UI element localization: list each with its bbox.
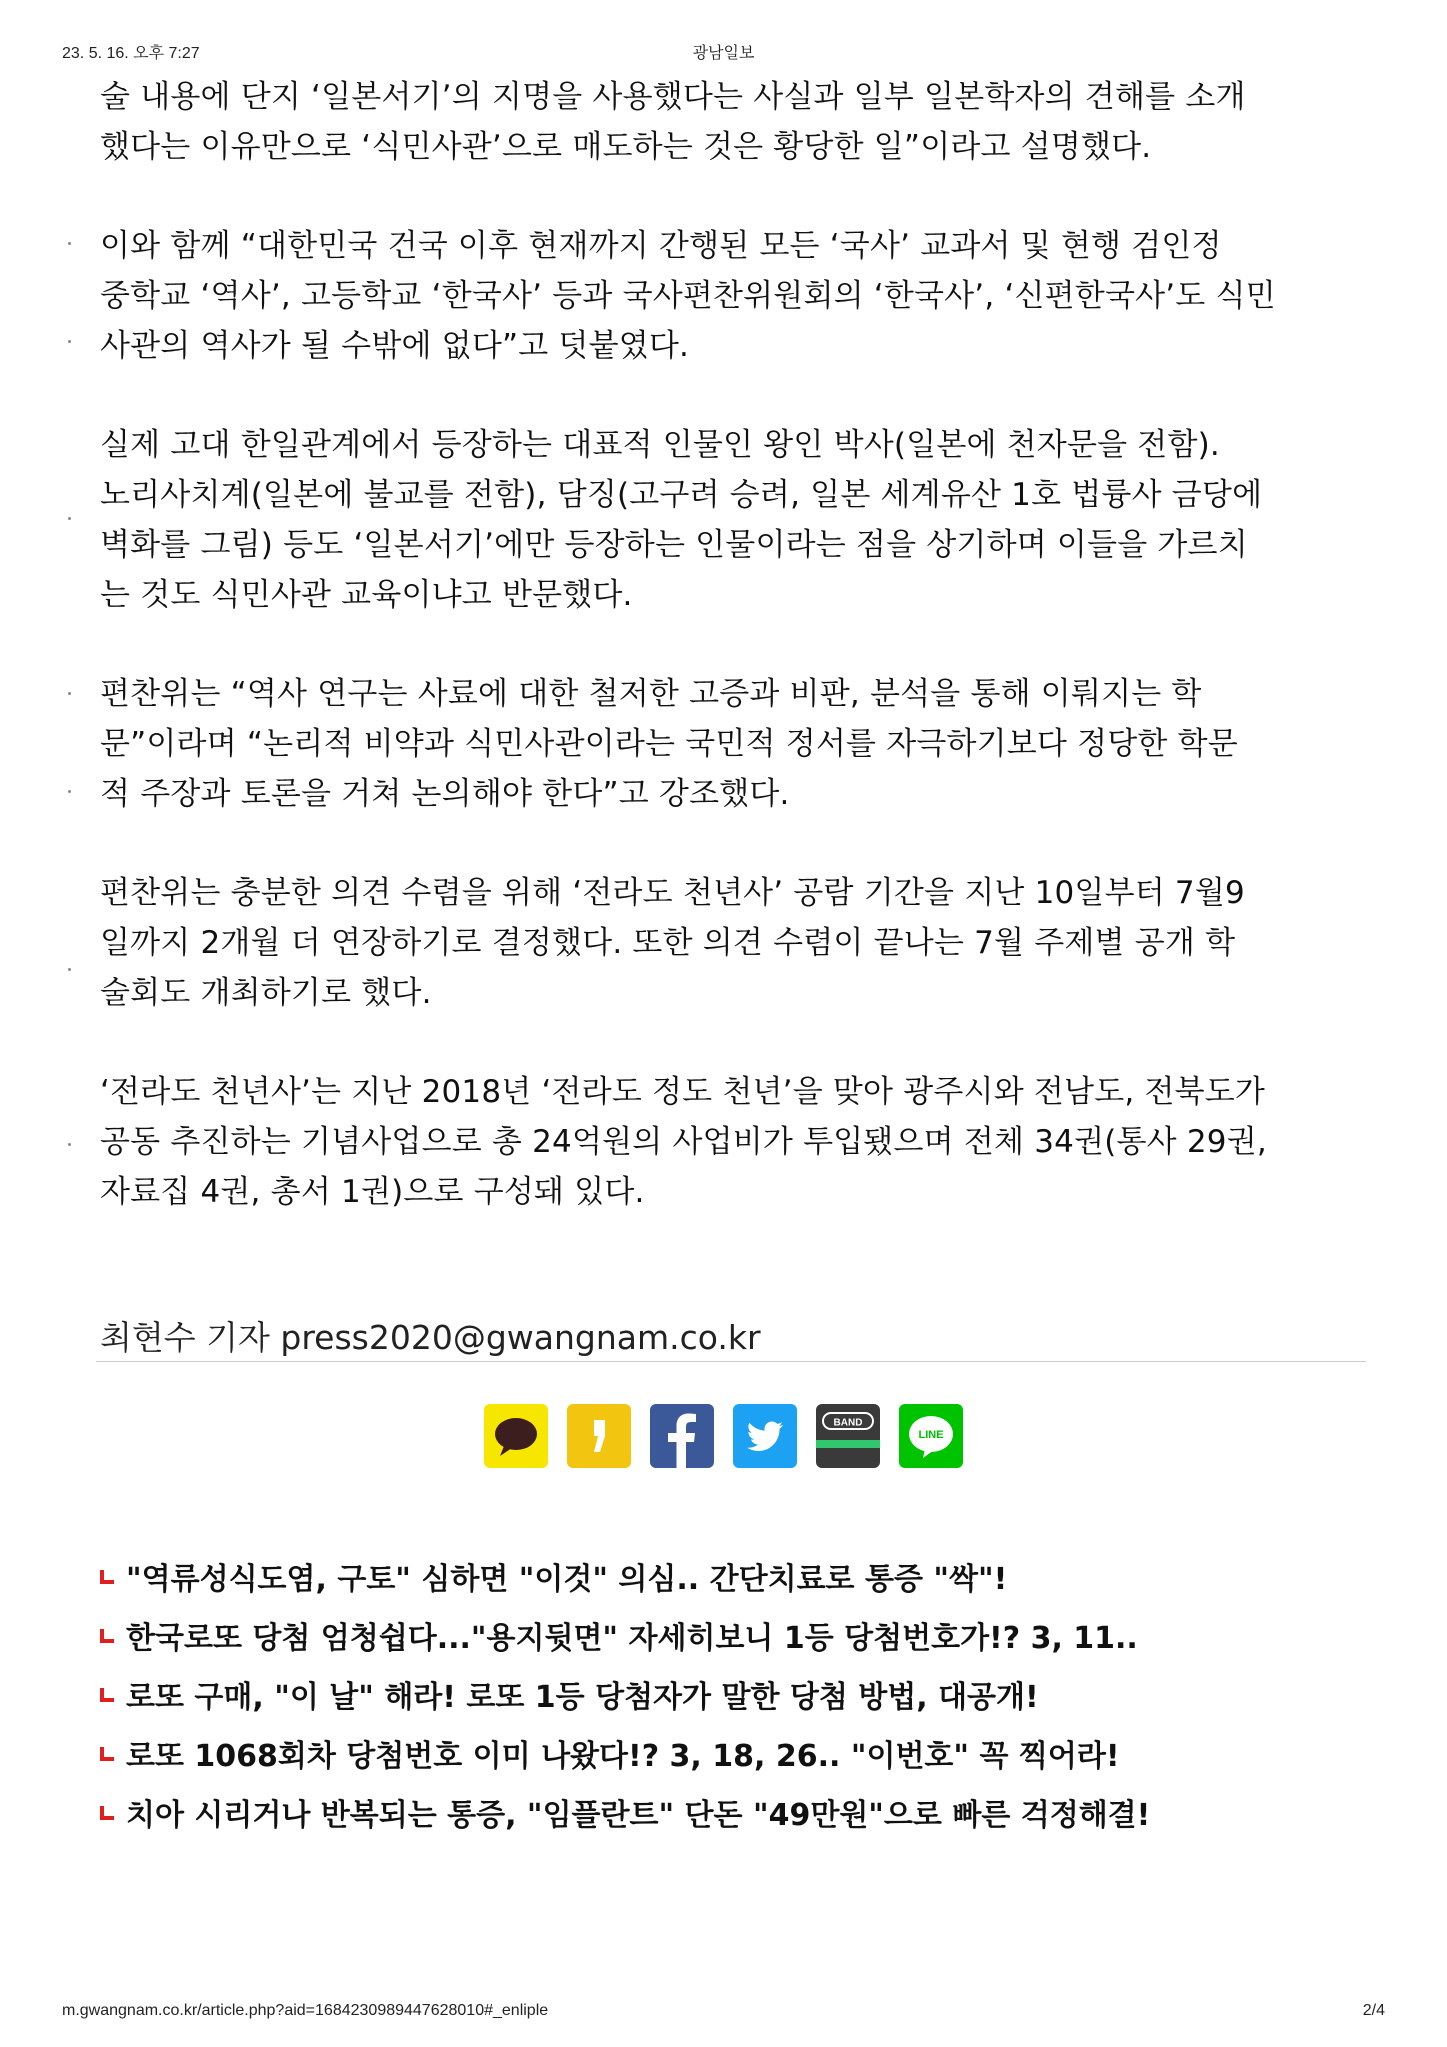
article-paragraph: 실제 고대 한일관계에서 등장하는 대표적 인물인 왕인 박사(일본에 천자문을 전함). 노리사치계(일본에 불교를 전함), 담징(고구려 승려, 일본 세계유산 1호 법륭사 금당에 벽화를 그림) 등도 ‘일본서기’에만 등장하는 인물이라는 점을 상기하며 이들을 가르치 는 것도 식민사관 교육이냐고 반문했다. [100,427,1263,613]
page-number: 2/4 [1362,2002,1385,2019]
kakaotalk-icon [484,1404,548,1468]
band-share-button[interactable] [816,1404,880,1468]
related-article-link[interactable] [100,1556,1370,1615]
facebook-share-button[interactable] [650,1404,714,1468]
related-article-title: 한국로또 당첨 엄청쉽다..."용지뒷면" 자세히보니 1등 당첨번호가!? 3, 11.. [126,1621,1138,1656]
related-article-link[interactable] [100,1792,1370,1851]
share-bar [484,1404,964,1468]
print-datetime: 23. 5. 16. 오후 7:27 [62,45,200,62]
margin-dot [68,968,71,971]
band-icon [816,1404,880,1468]
article-paragraph: 편찬위는 충분한 의견 수렴을 위해 ‘전라도 천년사’ 공람 기간을 지난 10일부터 7월9 일까지 2개월 더 연장하기로 결정했다. 또한 의견 수렴이 끝나는 7월 주제별 공개 학 술회도 개최하기로 했다. [100,875,1245,1011]
divider [96,1361,1366,1362]
related-article-link[interactable] [100,1733,1370,1792]
red-bullet-icon [100,1806,114,1820]
print-footer [62,2002,1385,2024]
kakaostory-icon [567,1404,631,1468]
kakaotalk-share-button[interactable] [484,1404,548,1468]
related-article-link[interactable] [100,1615,1370,1674]
related-article-link[interactable] [100,1674,1370,1733]
margin-dot [68,692,71,695]
svg-text:LINE: LINE [918,1429,944,1441]
twitter-share-button[interactable] [733,1404,797,1468]
article-paragraph: 술 내용에 단지 ‘일본서기’의 지명을 사용했다는 사실과 일부 일본학자의 견해를 소개 했다는 이유만으로 ‘식민사관’으로 매도하는 것은 황당한 일”이라고 설명했다. [100,79,1246,165]
related-article-title: 치아 시리거나 반복되는 통증, "임플란트" 단돈 "49만원"으로 빠른 걱정해결! [126,1798,1151,1833]
article-body [100,72,1365,1266]
article-paragraph: 이와 함께 “대한민국 건국 이후 현재까지 간행된 모든 ‘국사’ 교과서 및 현행 검인정 중학교 ‘역사’, 고등학교 ‘한국사’ 등과 국사편찬위원회의 ‘한국사’, ‘신편한국사’도 식민 사관의 역사가 될 수밖에 없다”고 덧붙였다. [100,228,1276,364]
svg-text:BAND: BAND [833,1417,863,1429]
margin-dot [68,340,71,343]
related-article-title: "역류성식도염, 구토" 심하면 "이것" 의심.. 간단치료로 통증 "싹"! [126,1562,1008,1597]
kakaostory-share-button[interactable] [567,1404,631,1468]
red-bullet-icon [100,1747,114,1761]
margin-dot [68,790,71,793]
red-bullet-icon [100,1629,114,1643]
margin-dot [68,517,71,520]
related-articles-list [100,1556,1370,1851]
article-paragraph: ‘전라도 천년사’는 지난 2018년 ‘전라도 정도 천년’을 맞아 광주시와 전남도, 전북도가 공동 추진하는 기념사업으로 총 24억원의 사업비가 투입됐으며 전체 34권(통사 29권, 자료집 4권, 총서 1권)으로 구성돼 있다. [100,1074,1267,1210]
twitter-icon [733,1404,797,1468]
facebook-icon [650,1404,714,1468]
line-share-button[interactable] [899,1404,963,1468]
page-url: m.gwangnam.co.kr/article.php?aid=1684230989447628010#_enliple [62,2002,549,2019]
red-bullet-icon [100,1688,114,1702]
line-icon [899,1404,963,1468]
related-article-title: 로또 구매, "이 날" 해라! 로또 1등 당첨자가 말한 당첨 방법, 대공개! [126,1680,1039,1715]
related-article-title: 로또 1068회차 당첨번호 이미 나왔다!? 3, 18, 26.. "이번호" 꼭 찍어라! [126,1739,1120,1774]
print-header [62,40,1385,62]
red-bullet-icon [100,1570,114,1584]
margin-dot [68,1143,71,1146]
site-name: 광남일보 [692,45,755,62]
reporter-byline: 최현수 기자 press2020@gwangnam.co.kr [100,1318,761,1357]
article-paragraph: 편찬위는 “역사 연구는 사료에 대한 철저한 고증과 비판, 분석을 통해 이뤄지는 학 문”이라며 “논리적 비약과 식민사관이라는 국민적 정서를 자극하기보다 정당한 학문 적 주장과 토론을 거쳐 논의해야 한다”고 강조했다. [100,676,1238,812]
margin-dot [68,242,71,245]
